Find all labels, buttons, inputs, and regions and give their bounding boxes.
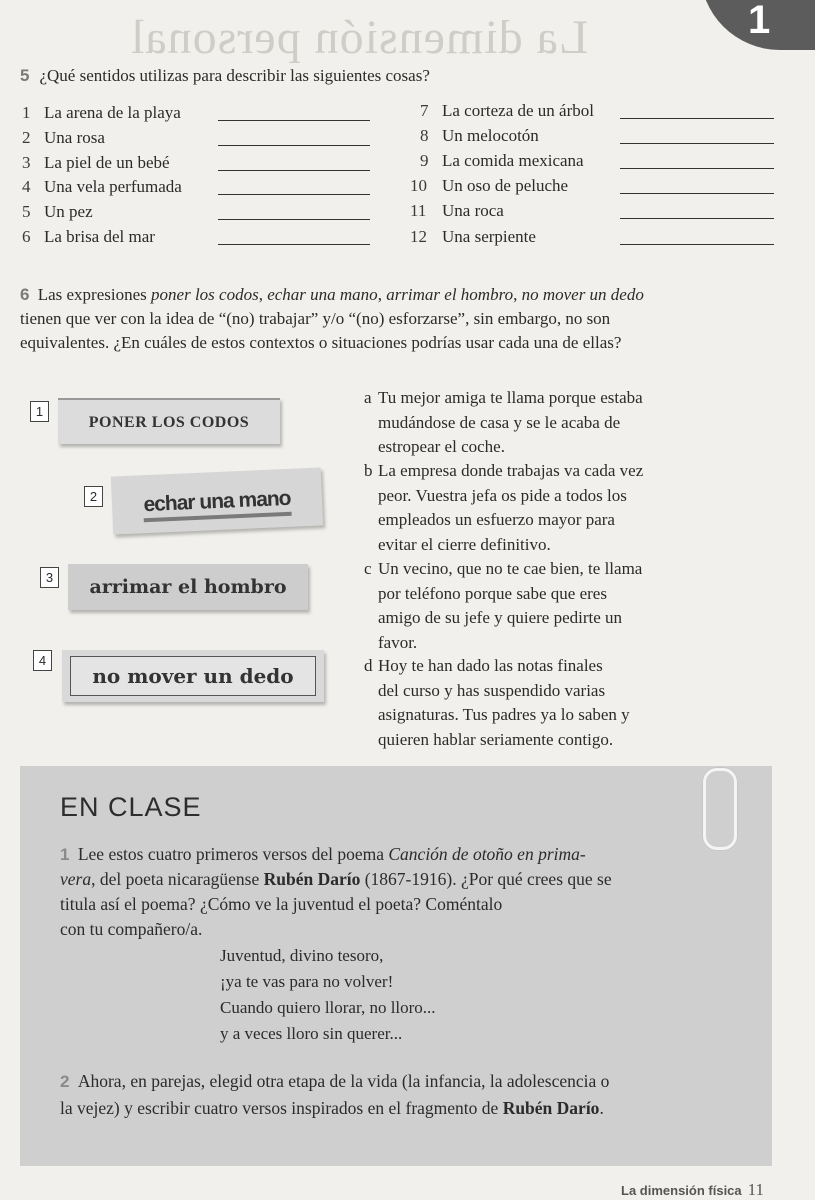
expression-number: 1: [30, 401, 49, 422]
footer-section: La dimensión física: [621, 1183, 742, 1198]
answer-blank[interactable]: [620, 193, 774, 194]
item-number: 1: [22, 103, 31, 122]
answer-blank[interactable]: [620, 218, 774, 219]
answer-blank[interactable]: [218, 194, 370, 195]
en-clase-title: EN CLASE: [60, 792, 202, 822]
item-text: La corteza de un árbol: [442, 101, 594, 120]
item-number: 4: [22, 177, 31, 196]
item-number: 10: [410, 176, 427, 195]
item-text: La arena de la playa: [44, 103, 181, 122]
exercise-6-number: 6: [20, 285, 30, 304]
poem-verse: ¡ya te vas para no volver!: [220, 972, 394, 991]
situation-letter: b: [364, 461, 373, 480]
item-text: Una rosa: [44, 128, 105, 147]
item-text: La comida mexicana: [442, 151, 584, 170]
intro-text: Las expresiones: [37, 285, 152, 304]
question-2-number: 2: [60, 1072, 70, 1091]
en-clase-question-2: [60, 1068, 760, 1121]
answer-blank[interactable]: [218, 219, 370, 220]
list-item: [22, 153, 170, 173]
situation-d: [364, 654, 708, 752]
situation-line: mudándose de casa y se le acaba de: [378, 412, 621, 432]
item-text: Una roca: [442, 201, 504, 220]
poem-excerpt: [220, 943, 436, 1047]
list-item: [22, 128, 105, 148]
item-number: 12: [410, 227, 427, 246]
question-text: la vejez) y escribir cuatro versos inspirados en el fragmento de: [60, 1098, 503, 1118]
situation-letter: d: [364, 656, 373, 675]
answer-blank[interactable]: [218, 170, 370, 171]
situation-letter: a: [364, 388, 372, 407]
item-number: 11: [410, 201, 427, 220]
expression-card-no-mover-un-dedo: [62, 650, 324, 702]
expression-label: no mover un dedo: [70, 656, 316, 696]
list-item: [420, 101, 594, 121]
situation-line: quieren hablar seriamente contigo.: [378, 729, 614, 749]
poem-verse: Juventud, divino tesoro,: [220, 946, 384, 965]
list-item: [410, 201, 504, 221]
item-text: Una vela perfumada: [44, 177, 182, 196]
situation-line: empleados un esfuerzo mayor para: [378, 510, 615, 529]
item-number: 9: [420, 151, 429, 170]
item-number: 8: [420, 126, 429, 145]
exercise-5-question: ¿Qué sentidos utilizas para describir las siguientes cosas?: [39, 66, 430, 85]
expression-card-arrimar-el-hombro: [68, 564, 308, 610]
answer-blank[interactable]: [620, 143, 774, 144]
question-text: Lee estos cuatro primeros versos del poema: [77, 844, 389, 864]
list-item: [22, 227, 155, 247]
situation-line: Hoy te han dado las notas finales: [378, 656, 603, 675]
situation-b: [364, 459, 708, 557]
question-1-number: 1: [60, 845, 70, 864]
expression-label: PONER LOS CODOS: [88, 414, 250, 431]
exercise-5-number: 5: [20, 66, 30, 85]
intro-line: equivalentes. ¿En cuáles de estos contextos o situaciones podrías usar cada una de ellas?: [20, 333, 622, 352]
ghost-title: La dimensión personal: [130, 11, 589, 64]
question-line: Ahora, en parejas, elegid otra etapa de la vida (la infancia, la adolescencia o: [77, 1071, 610, 1091]
situation-line: Un vecino, que no te cae bien, te llama: [378, 559, 643, 578]
item-number: 2: [22, 128, 31, 147]
list-item: [410, 176, 568, 196]
question-line: titula así el poema? ¿Cómo ve la juventud el poeta? Coméntalo: [60, 894, 503, 914]
expression-number: 3: [40, 567, 59, 588]
situation-c: [364, 557, 708, 655]
exercise-5-heading: [20, 64, 430, 88]
intro-text: ,: [513, 285, 522, 304]
expression-label: arrimar el hombro: [89, 576, 287, 598]
poem-title: vera: [60, 869, 92, 889]
situation-line: Tu mejor amiga te llama porque estaba: [378, 388, 643, 407]
answer-blank[interactable]: [620, 244, 774, 245]
expression-ref: echar una mano: [267, 285, 378, 304]
situation-line: evitar el cierre definitivo.: [378, 534, 551, 554]
expression-ref: no mover un dedo: [521, 285, 644, 304]
poem-title: Canción de otoño en prima-: [388, 844, 586, 864]
expression-card-poner-los-codos: [58, 398, 280, 444]
en-clase-question-1: [60, 842, 750, 942]
situation-line: asignaturas. Tus padres ya lo saben y: [378, 705, 630, 724]
intro-text: ,: [258, 285, 268, 304]
item-text: La piel de un bebé: [44, 153, 170, 172]
item-number: 7: [420, 101, 429, 120]
question-line: con tu compañero/a.: [60, 919, 203, 939]
situation-line: por teléfono porque sabe que eres: [378, 583, 607, 603]
situation-letter: c: [364, 559, 372, 578]
list-item: [22, 177, 182, 197]
intro-line: tienen que ver con la idea de “(no) trabajar” y/o “(no) esforzarse”, sin embargo, no son: [20, 309, 611, 328]
item-number: 6: [22, 227, 31, 246]
poem-verse: y a veces lloro sin querer...: [220, 1024, 403, 1043]
item-number: 3: [22, 153, 31, 172]
answer-blank[interactable]: [218, 244, 370, 245]
item-text: La brisa del mar: [44, 227, 155, 246]
situation-line: La empresa donde trabajas va cada vez: [378, 461, 644, 480]
question-text: , del poeta nicaragüense: [91, 869, 264, 889]
paperclip-icon: [703, 768, 737, 850]
exercise-6-intro: [20, 283, 780, 355]
answer-blank[interactable]: [620, 118, 774, 119]
item-text: Un oso de peluche: [442, 176, 569, 195]
page-number: 11: [747, 1180, 765, 1199]
poet-name: Rubén Darío: [502, 1098, 600, 1118]
answer-blank[interactable]: [620, 168, 774, 169]
list-item: [420, 151, 584, 171]
expression-card-echar-una-mano: [111, 467, 323, 534]
page-footer: [621, 1180, 764, 1200]
list-item: [420, 126, 539, 146]
situation-line: peor. Vuestra jefa os pide a todos los: [378, 485, 627, 505]
expression-ref: poner los codos: [151, 285, 259, 304]
item-text: Una serpiente: [442, 227, 536, 246]
list-item: [22, 103, 181, 123]
chapter-number: 1: [748, 0, 771, 42]
question-text: .: [599, 1098, 604, 1118]
expression-number: 2: [84, 486, 103, 507]
situation-line: del curso y has suspendido varias: [378, 680, 606, 700]
situation-line: estropear el coche.: [378, 437, 505, 456]
answer-blank[interactable]: [218, 145, 370, 146]
expression-ref: arrimar el hombro: [386, 285, 514, 304]
question-text: (1867-1916). ¿Por qué crees que se: [360, 869, 612, 889]
item-text: Un pez: [44, 202, 93, 221]
answer-blank[interactable]: [218, 120, 370, 121]
poet-name: Rubén Darío: [263, 869, 361, 889]
situation-line: favor.: [378, 632, 418, 652]
item-text: Un melocotón: [442, 126, 539, 145]
list-item: [410, 227, 536, 247]
expression-number: 4: [33, 650, 52, 671]
item-number: 5: [22, 202, 31, 221]
poem-verse: Cuando quiero llorar, no lloro...: [220, 998, 436, 1017]
intro-text: ,: [377, 285, 387, 304]
list-item: [22, 202, 93, 222]
situation-a: [364, 386, 708, 460]
expression-label: echar una mano: [143, 487, 291, 522]
situation-line: amigo de su jefe y quiere pedirte un: [378, 608, 623, 627]
